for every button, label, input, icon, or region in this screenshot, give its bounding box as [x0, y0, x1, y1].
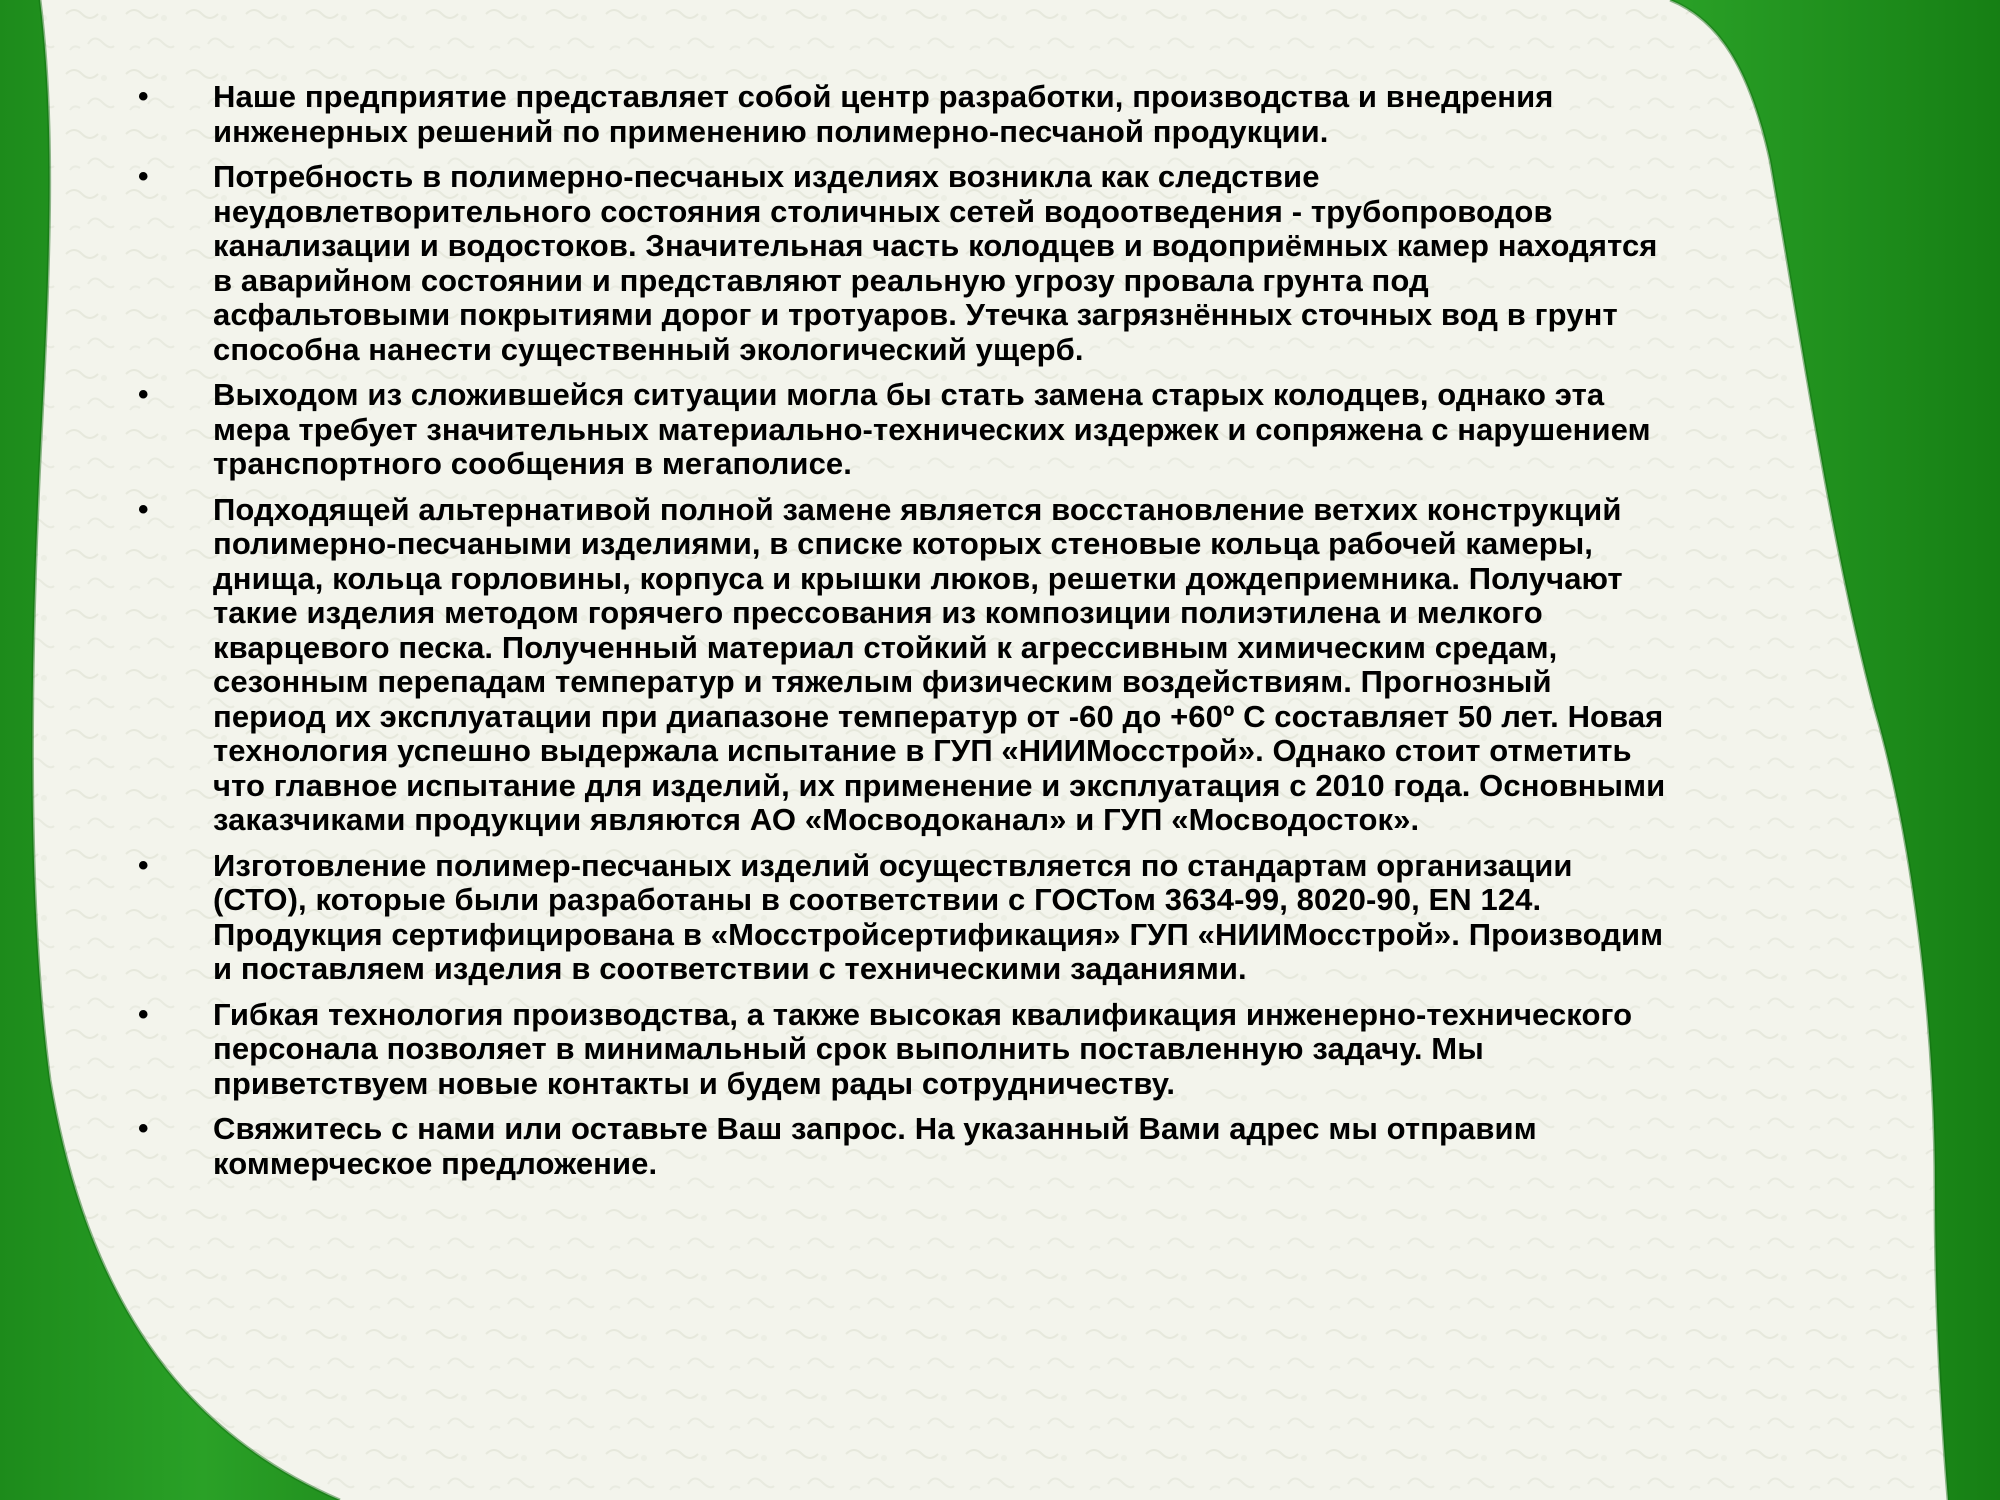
text-line: Продукция сертифицирована в «Мосстройсертификация» ГУП «НИИМосстрой». Производим — [213, 916, 1664, 952]
text-line: период их эксплуатации при диапазоне температур от -60 до +60º С составляет 50 лет. Новая — [213, 698, 1664, 734]
text-line: неудовлетворительного состояния столичных сетей водоотведения - трубопроводов — [213, 193, 1553, 229]
bullet-item — [0, 849, 2000, 987]
text-line: заказчиками продукции являются АО «Мосводоканал» и ГУП «Мосводосток». — [213, 802, 1420, 837]
bullet-marker: • — [138, 848, 149, 882]
bullet-marker: • — [138, 80, 149, 113]
text-line: инженерных решений по применению полимерно-песчаной продукции. — [213, 113, 1329, 149]
bullet-text — [213, 378, 2000, 482]
text-line: персонала позволяет в минимальный срок выполнить поставленную задачу. Мы — [213, 1031, 1484, 1066]
text-line: технология успешно выдержала испытание в ГУП «НИИМосстрой». Однако стоит отметить — [213, 733, 1632, 768]
bullet-item — [0, 998, 2000, 1102]
text-line: Потребность в полимерно-песчаных изделиях возникла как следствие — [213, 159, 1320, 194]
text-line: Изготовление полимер-песчаных изделий осуществляется по стандартам организации — [213, 847, 1573, 883]
text-line: способна нанести существенный экологический ущерб. — [213, 331, 1084, 367]
bullet-marker: • — [138, 997, 149, 1031]
text-line: (СТО), которые были разработаны в соответствии с ГОСТом 3634-99, 8020-90, EN 124. — [213, 882, 1542, 917]
text-line: коммерческое предложение. — [213, 1145, 658, 1181]
slide-body — [0, 80, 2000, 1192]
bullet-marker: • — [138, 492, 149, 526]
text-line: что главное испытание для изделий, их применение и эксплуатация с 2010 года. Основными — [213, 767, 1666, 803]
text-line: канализации и водостоков. Значительная часть колодцев и водоприёмных камер находятся — [213, 228, 1658, 263]
text-line: асфальтовыми покрытиями дорог и тротуаров. Утечка загрязнённых сточных вод в грунт — [213, 297, 1618, 332]
text-line: сезонным перепадам температур и тяжелым физическим воздействиям. Прогнозный — [213, 664, 1552, 699]
text-line: Подходящей альтернативой полной замене является восстановление ветхих конструкций — [213, 491, 1622, 527]
text-line: в аварийном состоянии и представляют реальную угрозу провала грунта под — [213, 262, 1429, 298]
bullet-item — [0, 80, 2000, 149]
text-line: и поставляем изделия в соответствии с техническими заданиями. — [213, 951, 1247, 986]
text-line: днища, кольца горловины, корпуса и крышки люков, решетки дождеприемника. Получают — [213, 560, 1623, 596]
text-line: Наше предприятие представляет собой центр разработки, производства и внедрения — [213, 79, 1554, 114]
bullet-marker: • — [138, 160, 149, 193]
bullet-text — [213, 998, 2000, 1102]
bullet-item — [0, 378, 2000, 482]
bullet-text — [213, 80, 2000, 149]
bullet-text — [213, 493, 2000, 838]
text-line: мера требует значительных материально-технических издержек и сопряжена с нарушением — [213, 411, 1651, 447]
bullet-list — [0, 80, 2000, 1181]
text-line: транспортного сообщения в мегаполисе. — [213, 446, 852, 481]
bullet-text — [213, 1112, 2000, 1181]
text-line: кварцевого песка. Полученный материал стойкий к агрессивным химическим средам, — [213, 629, 1558, 665]
text-line: Выходом из сложившейся ситуации могла бы стать замена старых колодцев, однако эта — [213, 377, 1605, 412]
bullet-marker: • — [138, 378, 149, 411]
text-line: такие изделия методом горячего прессования из композиции полиэтилена и мелкого — [213, 595, 1543, 630]
bullet-item — [0, 1112, 2000, 1181]
text-line: полимерно-песчаными изделиями, в списке которых стеновые кольца рабочей камеры, — [213, 526, 1594, 561]
bullet-marker: • — [138, 1112, 149, 1145]
bullet-text — [213, 849, 2000, 987]
text-line: Свяжитесь с нами или оставьте Ваш запрос. На указанный Вами адрес мы отправим — [213, 1111, 1537, 1146]
text-line: Гибкая технология производства, а также высокая квалификация инженерно-технического — [213, 996, 1633, 1032]
text-line: приветствуем новые контакты и будем рады сотрудничеству. — [213, 1065, 1176, 1101]
bullet-text — [213, 160, 2000, 367]
bullet-item — [0, 493, 2000, 838]
bullet-item — [0, 160, 2000, 367]
